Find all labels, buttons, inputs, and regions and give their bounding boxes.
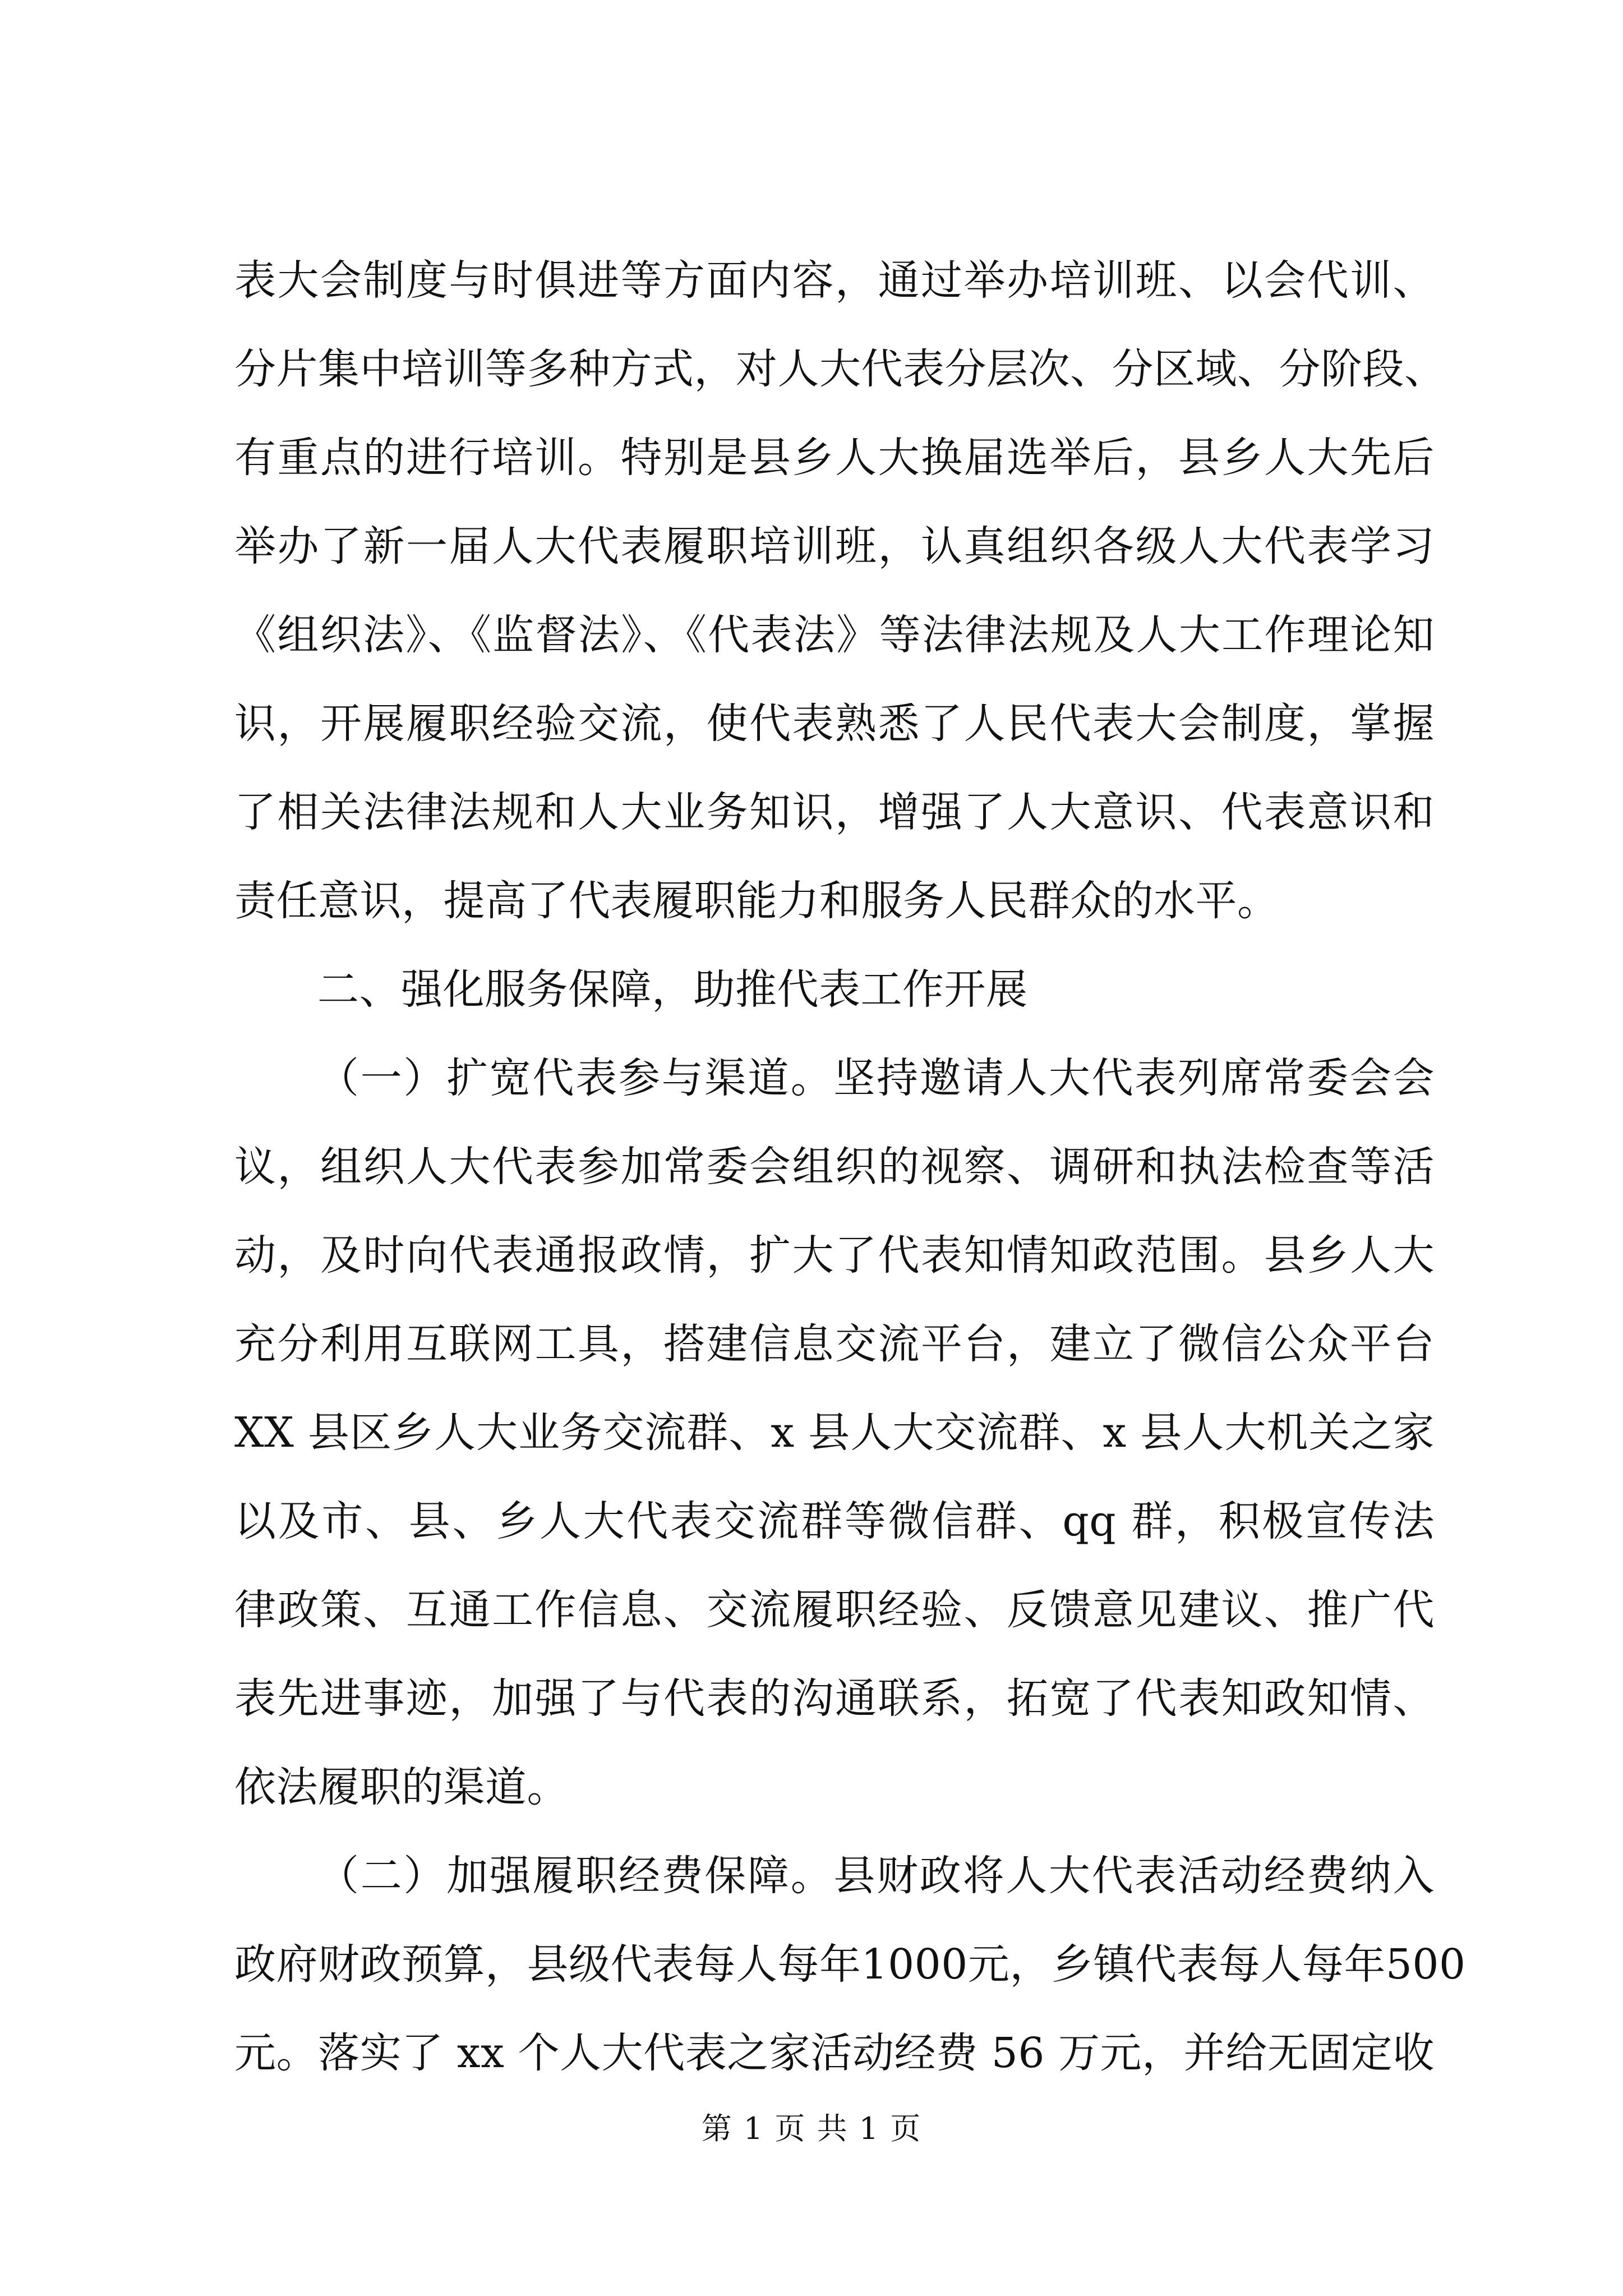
text-line: 《组织法》、《监督法》、《代表法》等法律法规及人大工作理论知 <box>234 611 1435 659</box>
text-line: 议，组织人大代表参加常委会组织的视察、调研和执法检查等活 <box>234 1143 1435 1191</box>
paragraph-start-line: （一）扩宽代表参与渠道。坚持邀请人大代表列席常委会会 <box>317 1054 1435 1102</box>
text-line: 了相关法律法规和人大业务知识，增强了人大意识、代表意识和 <box>234 788 1435 836</box>
paragraph-end-line: 责任意识，提高了代表履职能力和服务人民群众的水平。 <box>234 877 1279 925</box>
text-line: 举办了新一届人大代表履职培训班，认真组织各级人大代表学习 <box>234 522 1435 570</box>
text-line: 有重点的进行培训。特别是县乡人大换届选举后，县乡人大先后 <box>234 434 1435 482</box>
text-line: 元。落实了 xx 个人大代表之家活动经费 56 万元，并给无固定收 <box>234 2029 1435 2077</box>
text-line: 以及市、县、乡人大代表交流群等微信群、qq 群，积极宣传法 <box>234 1497 1435 1545</box>
text-line: XX 县区乡人大业务交流群、x 县人大交流群、x 县人大机关之家 <box>234 1409 1435 1457</box>
text-line: 表先进事迹，加强了与代表的沟通联系，拓宽了代表知政知情、 <box>234 1674 1435 1723</box>
text-line: 动，及时向代表通报政情，扩大了代表知情知政范围。县乡人大 <box>234 1231 1435 1280</box>
text-line: 律政策、互通工作信息、交流履职经验、反馈意见建议、推广代 <box>234 1586 1435 1634</box>
text-line: 充分利用互联网工具，搭建信息交流平台，建立了微信公众平台 <box>234 1320 1435 1368</box>
text-line: 表大会制度与时俱进等方面内容，通过举办培训班、以会代训、 <box>234 256 1435 305</box>
text-line: 识，开展履职经验交流，使代表熟悉了人民代表大会制度，掌握 <box>234 700 1435 748</box>
text-line: 分片集中培训等多种方式，对人大代表分层次、分区域、分阶段、 <box>234 345 1446 393</box>
page-number: 第 1 页 共 1 页 <box>701 2111 922 2146</box>
section-heading: 二、强化服务保障，助推代表工作开展 <box>317 965 1028 1014</box>
paragraph-end-line: 依法履职的渠道。 <box>234 1763 569 1811</box>
paragraph-start-line: （二）加强履职经费保障。县财政将人大代表活动经费纳入 <box>317 1852 1435 1900</box>
text-line: 政府财政预算，县级代表每人每年1000元，乡镇代表每人每年500 <box>234 1940 1466 1989</box>
